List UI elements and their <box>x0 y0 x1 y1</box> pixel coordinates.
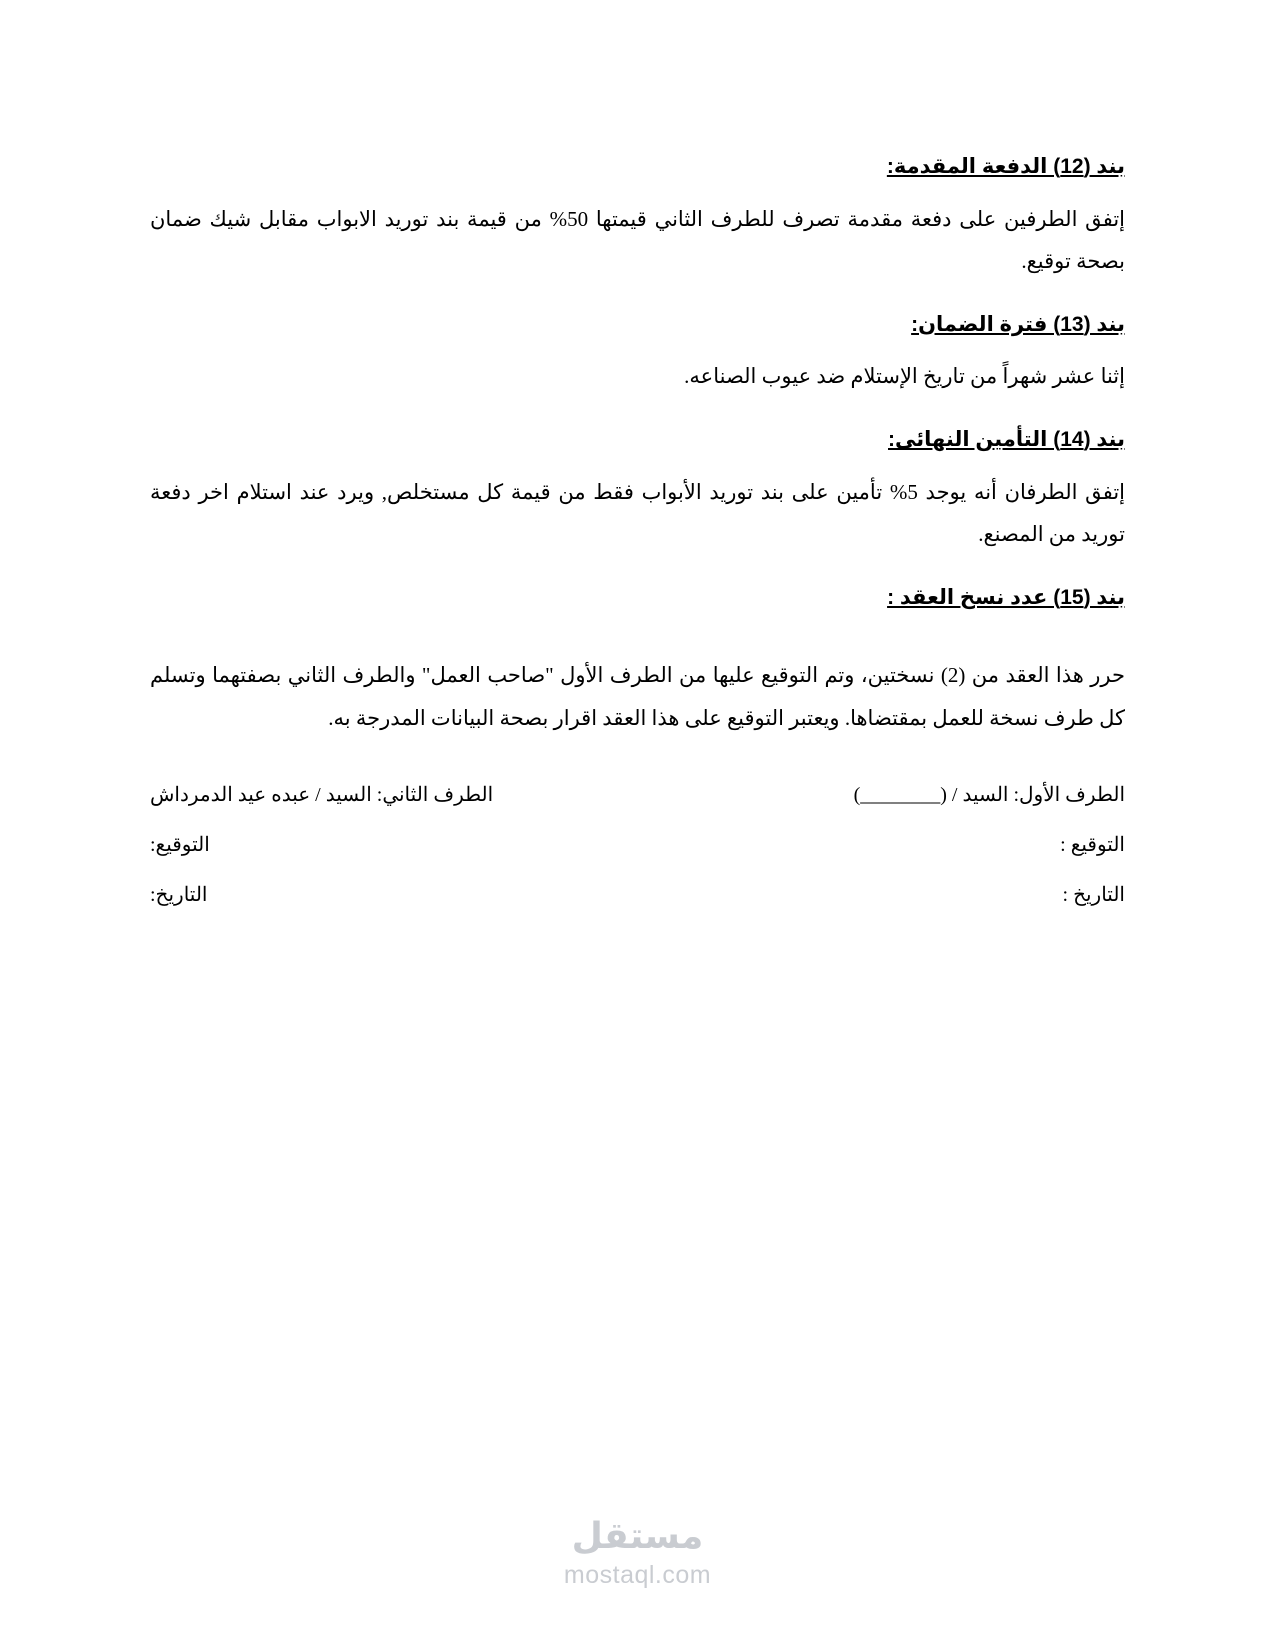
clause-15-spacer <box>150 628 1125 654</box>
second-party-date-label: التاريخ: <box>150 884 208 907</box>
clause-12-body: إتفق الطرفين على دفعة مقدمة تصرف للطرف الثاني قيمتها 50% من قيمة بند توريد الابواب مقابل شيك ضمان بصحة توقيع. <box>150 206 1125 273</box>
second-party-signature-label: التوقيع: <box>150 834 210 857</box>
clause-12-heading: بند (12) الدفعة المقدمة: <box>886 155 1125 178</box>
signature-block <box>150 770 1125 920</box>
clause-13-body: إثنا عشر شهراً من تاريخ الإستلام ضد عيوب الصناعه. <box>684 364 1125 389</box>
clause-15-heading: بند (15) عدد نسخ العقد : <box>887 585 1125 609</box>
clause-14-body: إتفق الطرفان أنه يوجد 5% تأمين على بند توريد الأبواب فقط من قيمة كل مستخلص, ويرد عند استلام اخر دفعة توريد من المصنع. <box>150 479 1125 546</box>
signature-name-row <box>150 770 1125 820</box>
clause-15-body: حرر هذا العقد من (2) نسختين، وتم التوقيع عليها من الطرف الأول "صاحب العمل" والطرف الثاني بصفتهما وتسلم كل طرف نسخة للعمل بمقتضاها. ويعتبر التوقيع على هذا العقد اقرار بصحة البيانات المدرجة به. <box>150 663 1125 731</box>
second-party-name: الطرف الثاني: السيد / عبده عيد الدمرداش <box>150 784 494 807</box>
document-body <box>150 150 1125 920</box>
first-party-signature-label: التوقيع : <box>1060 834 1125 857</box>
watermark-url-text: mostaql.com <box>563 1561 712 1589</box>
clause-14-heading: بند (14) التأمين النهائى: <box>888 428 1125 452</box>
clause-13-heading: بند (13) فترة الضمان: <box>911 312 1125 336</box>
first-party-date-label: التاريخ : <box>1062 884 1125 907</box>
first-party-name: الطرف الأول: السيد / (________) <box>853 784 1125 807</box>
watermark-logo-text: مستقل <box>571 1516 704 1558</box>
signature-date-row <box>150 870 1125 920</box>
signature-signature-row <box>150 820 1125 870</box>
watermark <box>0 1517 1275 1590</box>
